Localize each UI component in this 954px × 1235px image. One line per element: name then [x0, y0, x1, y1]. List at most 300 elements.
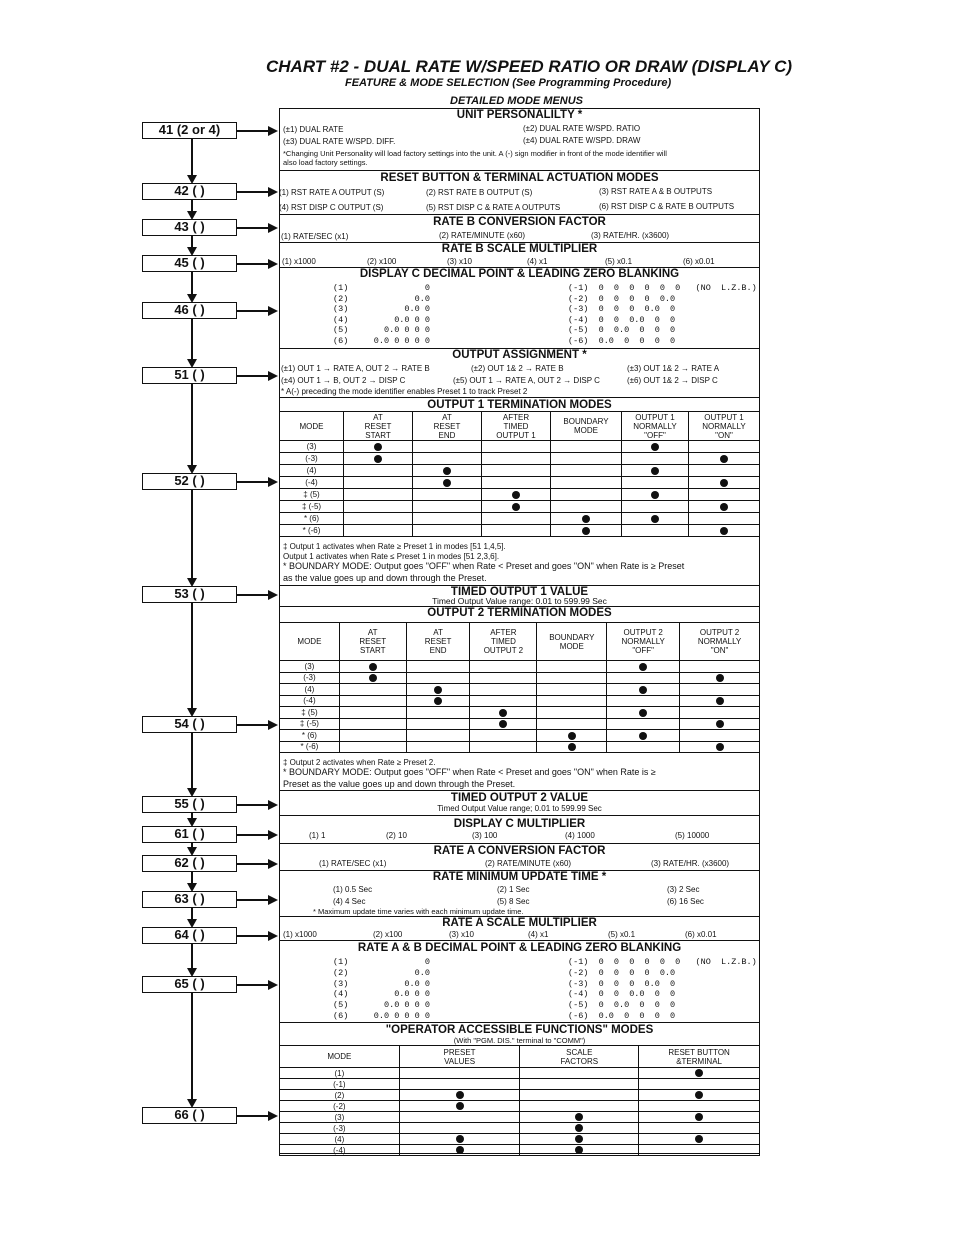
option-text: (±2) DUAL RATE W/SPD. RATIO [523, 124, 641, 133]
mode-cell [680, 684, 760, 696]
mode-cell: (-2) [280, 1101, 400, 1112]
option-text: (6) x0.01 [685, 930, 717, 939]
option-text: (5) x0.1 [608, 930, 636, 939]
arrow-head-icon [268, 477, 278, 487]
rate-ab-decimal-section [279, 940, 760, 1022]
output1-termination-section [279, 397, 760, 585]
reset-modes-section [279, 170, 760, 214]
mode-cell [639, 1145, 760, 1156]
column-header: AT RESET END [406, 623, 470, 661]
column-header: PRESET VALUES [399, 1046, 520, 1068]
mode-cell [399, 1112, 520, 1123]
mode-cell [622, 525, 689, 537]
column-header: OUTPUT 1 NORMALLY "OFF" [622, 412, 689, 441]
table-row [280, 1112, 760, 1123]
mode-cell [482, 441, 551, 453]
mode-cell [520, 1068, 639, 1079]
mode-cell [339, 695, 406, 707]
detailed-mode-menus-label: DETAILED MODE MENUS [450, 95, 584, 107]
table-row [280, 453, 760, 465]
mode-cell [482, 453, 551, 465]
arrow-head-icon [268, 830, 278, 840]
mode-cell: * (6) [280, 730, 340, 742]
bullet-dot-icon [651, 515, 659, 523]
mode-cell [406, 672, 470, 684]
option-text: (±1) DUAL RATE [283, 125, 344, 134]
bullet-dot-icon [369, 674, 377, 682]
bullet-dot-icon [499, 720, 507, 728]
step-box: 45 ( ) [142, 255, 237, 272]
option-text: (3) 100 [472, 831, 498, 840]
mode-cell [399, 1134, 520, 1145]
column-header: AT RESET START [344, 412, 413, 441]
mode-cell [470, 741, 537, 753]
bullet-dot-icon [639, 732, 647, 740]
mode-cell [339, 707, 406, 719]
option-text: (3) x10 [449, 930, 474, 939]
step-box: 62 ( ) [142, 855, 237, 872]
mode-cell: ‡ (-5) [280, 501, 344, 513]
mode-cell [689, 525, 760, 537]
option-text: (2) RATE/MINUTE (x60) [439, 231, 526, 240]
table-row [280, 730, 760, 742]
section-header: DISPLAY C MULTIPLIER [453, 818, 586, 830]
step-box: 55 ( ) [142, 796, 237, 813]
table-row [280, 741, 760, 753]
mode-cell [622, 477, 689, 489]
mode-cell: * (-6) [280, 525, 344, 537]
section-header: RATE MINIMUM UPDATE TIME * [432, 871, 607, 883]
mode-cell [607, 741, 680, 753]
column-header: AFTER TIMED OUTPUT 2 [470, 623, 537, 661]
mode-cell: (3) [280, 661, 340, 673]
table-row [280, 513, 760, 525]
mode-cell [344, 489, 413, 501]
bullet-dot-icon [695, 1135, 703, 1143]
column-header: AT RESET START [339, 623, 406, 661]
section-header: OUTPUT ASSIGNMENT * [452, 349, 587, 361]
step-box: 43 ( ) [142, 219, 237, 236]
mode-cell [406, 661, 470, 673]
option-text: (2) x100 [373, 930, 403, 939]
arrow-line [237, 263, 271, 265]
option-text: (5) 8 Sec [497, 897, 530, 906]
mode-cell [344, 453, 413, 465]
mode-cell [551, 453, 622, 465]
arrow-line [237, 935, 271, 937]
mode-cell [689, 513, 760, 525]
mode-cell [399, 1090, 520, 1101]
rate-b-conversion-section [279, 214, 760, 242]
mode-cell [639, 1101, 760, 1112]
table-row [280, 441, 760, 453]
mode-cell [622, 513, 689, 525]
connector-line [191, 603, 193, 710]
mode-cell [399, 1101, 520, 1112]
page-title: CHART #2 - DUAL RATE W/SPEED RATIO OR DRAW (DISPLAY C) [266, 57, 793, 76]
mode-cell [639, 1134, 760, 1145]
output2-termination-table [279, 622, 760, 753]
mode-cell [622, 441, 689, 453]
column-header: BOUNDARY MODE [551, 412, 622, 441]
bullet-dot-icon [716, 720, 724, 728]
mode-cell [689, 489, 760, 501]
mode-cell [399, 1145, 520, 1156]
option-text: (6) RST DISP C & RATE B OUTPUTS [599, 202, 735, 211]
option-text: (2) 1 Sec [497, 885, 530, 894]
mode-cell [406, 707, 470, 719]
section-header: OUTPUT 1 TERMINATION MODES [427, 399, 612, 411]
option-text: (1) x1000 [283, 930, 317, 939]
section-header: RESET BUTTON & TERMINAL ACTUATION MODES [380, 172, 659, 184]
connector-line [191, 272, 193, 296]
mode-cell [639, 1090, 760, 1101]
mode-cell [399, 1079, 520, 1090]
table-row [280, 672, 760, 684]
mode-cell [537, 741, 607, 753]
mode-cell [344, 441, 413, 453]
mode-cell [520, 1123, 639, 1134]
bullet-dot-icon [568, 743, 576, 751]
mode-cell [680, 730, 760, 742]
arrow-head-icon [268, 126, 278, 136]
step-box: 42 ( ) [142, 183, 237, 200]
mode-cell [482, 513, 551, 525]
mode-cell [537, 672, 607, 684]
table-row [280, 525, 760, 537]
mode-cell [413, 441, 482, 453]
mode-cell [339, 741, 406, 753]
bullet-dot-icon [720, 503, 728, 511]
mode-cell [413, 501, 482, 513]
mode-cell [680, 707, 760, 719]
column-header: OUTPUT 1 NORMALLY "ON" [689, 412, 760, 441]
option-text: (1) 1 [309, 831, 326, 840]
bullet-dot-icon [716, 674, 724, 682]
bullet-dot-icon [575, 1124, 583, 1132]
operator-functions-table [279, 1045, 760, 1156]
mode-cell [537, 695, 607, 707]
mode-cell [551, 525, 622, 537]
step-box: 65 ( ) [142, 976, 237, 993]
mode-cell [551, 477, 622, 489]
bullet-dot-icon [434, 697, 442, 705]
mode-cell [470, 695, 537, 707]
mode-cell [639, 1068, 760, 1079]
arrow-line [237, 863, 271, 865]
mode-cell [406, 718, 470, 730]
connector-line [191, 733, 193, 790]
option-text: (3) 2 Sec [667, 885, 700, 894]
mode-cell [680, 741, 760, 753]
option-text: (4) RST DISP C OUTPUT (S) [279, 203, 384, 212]
option-text: (1) RST RATE A OUTPUT (S) [279, 188, 385, 197]
table-row [280, 1145, 760, 1156]
column-header: AT RESET END [413, 412, 482, 441]
table-row [280, 695, 760, 707]
column-header: MODE [280, 623, 340, 661]
option-text: (2) x100 [367, 257, 397, 266]
section-header: RATE A SCALE MULTIPLIER [442, 917, 597, 929]
bullet-dot-icon [499, 709, 507, 717]
mode-cell [639, 1079, 760, 1090]
mode-cell: (4) [280, 1134, 400, 1145]
display-c-multiplier-section [279, 815, 760, 843]
mode-cell [344, 513, 413, 525]
mode-cell: * (-6) [280, 741, 340, 753]
column-header: MODE [280, 1046, 400, 1068]
decimal-options-left: (1) 0 (2) 0.0 (3) 0.0 0 (4) 0.0 0 0 (5) 0.0 0 0 0 (6) 0.0 0 0 0 0 [333, 957, 430, 1021]
arrow-head-icon [268, 187, 278, 197]
mode-cell: (1) [280, 1068, 400, 1079]
mode-cell [607, 661, 680, 673]
table-row [280, 707, 760, 719]
step-box: 46 ( ) [142, 302, 237, 319]
mode-cell: * (6) [280, 513, 344, 525]
option-text: (5) 10000 [675, 831, 710, 840]
mode-cell: (-4) [280, 695, 340, 707]
mode-cell [413, 489, 482, 501]
section-header: TIMED OUTPUT 1 VALUE [450, 586, 589, 598]
mode-cell [406, 741, 470, 753]
mode-cell [622, 501, 689, 513]
section-header: TIMED OUTPUT 2 VALUE [450, 792, 589, 804]
mode-cell: (-3) [280, 672, 340, 684]
mode-cell [607, 718, 680, 730]
mode-cell [551, 501, 622, 513]
option-text: (±3) OUT 1& 2 → RATE A [627, 364, 720, 373]
step-box: 53 ( ) [142, 586, 237, 603]
unit-personality-section [279, 108, 760, 170]
mode-cell [551, 441, 622, 453]
mode-cell: (4) [280, 465, 344, 477]
option-text: (3) x10 [447, 257, 472, 266]
mode-cell [399, 1123, 520, 1134]
mode-cell [622, 489, 689, 501]
bullet-dot-icon [716, 743, 724, 751]
bullet-dot-icon [456, 1146, 464, 1154]
output2-termination-section [279, 606, 760, 790]
output1-termination-table [279, 411, 760, 537]
mode-cell [339, 672, 406, 684]
table-row [280, 1101, 760, 1112]
mode-cell [537, 730, 607, 742]
bullet-dot-icon [575, 1113, 583, 1121]
bullet-dot-icon [720, 455, 728, 463]
mode-cell [689, 477, 760, 489]
bullet-dot-icon [575, 1135, 583, 1143]
step-box: 66 ( ) [142, 1107, 237, 1124]
mode-cell [520, 1079, 639, 1090]
mode-cell [537, 661, 607, 673]
table-row [280, 684, 760, 696]
timed-output1-section [279, 585, 760, 606]
mode-cell [622, 453, 689, 465]
mode-cell [680, 695, 760, 707]
arrow-head-icon [268, 931, 278, 941]
decimal-options-left: (1) 0 (2) 0.0 (3) 0.0 0 (4) 0.0 0 0 (5) 0.0 0 0 0 (6) 0.0 0 0 0 0 [333, 283, 430, 346]
arrow-line [237, 1115, 271, 1117]
mode-cell [339, 661, 406, 673]
mode-cell [470, 730, 537, 742]
option-text: (±4) DUAL RATE W/SPD. DRAW [523, 136, 641, 145]
arrow-line [237, 481, 271, 483]
table-row [280, 661, 760, 673]
option-text: (6) 16 Sec [667, 897, 704, 906]
option-text: (5) x0.1 [605, 257, 633, 266]
mode-cell [689, 453, 760, 465]
section-header: RATE B SCALE MULTIPLIER [441, 243, 598, 255]
mode-cell: (-4) [280, 477, 344, 489]
option-text: (3) RATE/HR. (x3600) [591, 231, 670, 240]
arrow-line [237, 834, 271, 836]
option-text: (±1) OUT 1 → RATE A, OUT 2 → RATE B [281, 364, 430, 373]
mode-cell [520, 1101, 639, 1112]
mode-cell [344, 501, 413, 513]
bullet-dot-icon [374, 455, 382, 463]
mode-cell [680, 672, 760, 684]
arrow-line [237, 594, 271, 596]
section-header: RATE A & B DECIMAL POINT & LEADING ZERO BLANKING [357, 942, 682, 954]
range-text: Timed Output Value range; 0.01 to 599.99 Sec [437, 804, 602, 813]
bullet-dot-icon [639, 663, 647, 671]
mode-cell [413, 513, 482, 525]
display-c-decimal-section [279, 267, 760, 348]
option-text: (5) RST DISP C & RATE A OUTPUTS [426, 203, 561, 212]
mode-cell: (-3) [280, 1123, 400, 1134]
column-header: OUTPUT 2 NORMALLY "OFF" [607, 623, 680, 661]
arrow-line [237, 724, 271, 726]
mode-cell: ‡ (5) [280, 707, 340, 719]
mode-cell [482, 489, 551, 501]
option-text: (3) RATE/HR. (x3600) [651, 859, 730, 868]
mode-cell [339, 684, 406, 696]
mode-cell [622, 465, 689, 477]
step-box: 51 ( ) [142, 367, 237, 384]
mode-cell [551, 513, 622, 525]
bullet-dot-icon [512, 491, 520, 499]
arrow-line [237, 804, 271, 806]
bullet-dot-icon [720, 479, 728, 487]
table-row [280, 489, 760, 501]
arrow-head-icon [268, 223, 278, 233]
mode-cell [680, 718, 760, 730]
option-text: (4) x1 [527, 257, 548, 266]
mode-cell [406, 695, 470, 707]
footnote: * BOUNDARY MODE: Output goes "OFF" when Rate < Preset and goes "ON" when Rate is ≥ Preset [283, 561, 685, 571]
mode-cell [406, 684, 470, 696]
section-header: DISPLAY C DECIMAL POINT & LEADING ZERO BLANKING [359, 268, 680, 280]
arrow-head-icon [268, 259, 278, 269]
mode-cell [399, 1068, 520, 1079]
connector-line [191, 993, 193, 1101]
step-box: 63 ( ) [142, 891, 237, 908]
connector-line [191, 319, 193, 361]
output-assignment-section [279, 348, 760, 397]
mode-cell [520, 1112, 639, 1123]
mode-cell [482, 501, 551, 513]
mode-cell [470, 661, 537, 673]
mode-cell: (-4) [280, 1145, 400, 1156]
bullet-dot-icon [443, 479, 451, 487]
bullet-dot-icon [695, 1113, 703, 1121]
mode-cell [470, 672, 537, 684]
table-row [280, 1079, 760, 1090]
option-text: (2) RATE/MINUTE (x60) [485, 859, 572, 868]
option-text: (1) 0.5 Sec [333, 885, 373, 894]
note-text: * Maximum update time varies with each minimum update time. [313, 907, 524, 916]
rate-b-scale-section [279, 242, 760, 267]
mode-cell: ‡ (-5) [280, 718, 340, 730]
footnote: * BOUNDARY MODE: Output goes "OFF" when Rate < Preset and goes "ON" when Rate is ≥ [283, 767, 656, 777]
table-row [280, 1090, 760, 1101]
mode-cell [537, 707, 607, 719]
footnote: ‡ Output 2 activates when Rate ≥ Preset 2. [283, 758, 436, 767]
bullet-dot-icon [639, 709, 647, 717]
arrow-line [237, 191, 271, 193]
mode-cell [607, 730, 680, 742]
column-header: BOUNDARY MODE [537, 623, 607, 661]
option-text: (±4) OUT 1 → B, OUT 2 → DISP C [281, 376, 406, 385]
arrow-head-icon [268, 720, 278, 730]
table-row [280, 1068, 760, 1079]
mode-cell [413, 525, 482, 537]
connector-line [191, 944, 193, 970]
mode-cell [470, 707, 537, 719]
option-text: (2) RST RATE B OUTPUT (S) [426, 188, 533, 197]
mode-cell: ‡ (5) [280, 489, 344, 501]
bullet-dot-icon [695, 1091, 703, 1099]
mode-cell [607, 684, 680, 696]
section-header: OUTPUT 2 TERMINATION MODES [427, 607, 612, 619]
bullet-dot-icon [720, 527, 728, 535]
mode-cell [482, 525, 551, 537]
mode-cell: (-3) [280, 453, 344, 465]
bullet-dot-icon [568, 732, 576, 740]
column-header: SCALE FACTORS [520, 1046, 639, 1068]
note-text: * A(-) preceding the mode identifier enables Preset 1 to track Preset 2 [281, 387, 528, 396]
column-header: AFTER TIMED OUTPUT 1 [482, 412, 551, 441]
footnote: Preset as the value goes up and down through the Preset. [283, 779, 516, 789]
mode-cell [537, 718, 607, 730]
arrow-head-icon [268, 306, 278, 316]
bullet-dot-icon [695, 1069, 703, 1077]
arrow-head-icon [268, 859, 278, 869]
mode-cell [537, 684, 607, 696]
arrow-head-icon [268, 980, 278, 990]
mode-cell: (3) [280, 441, 344, 453]
option-text: (4) x1 [528, 930, 549, 939]
mode-cell [689, 441, 760, 453]
table-row [280, 1134, 760, 1145]
option-text: (1) x1000 [282, 257, 316, 266]
option-text: (±6) OUT 1& 2 → DISP C [627, 376, 718, 385]
mode-cell: (3) [280, 1112, 400, 1123]
mode-cell [639, 1112, 760, 1123]
decimal-options-right: (-1) 0 0 0 0 0 0 (NO L.Z.B.) (-2) 0 0 0 0 0.0 (-3) 0 0 0 0.0 0 (-4) 0 0 0.0 0 0 (-5) 0 0.0 0 0 0 (-6) 0.0 0 0 0 0 [568, 283, 757, 346]
note-text: *Changing Unit Personality will load factory settings into the unit. A (-) sign modifier in front of the mode identifier will [283, 149, 667, 158]
option-text: (±3) DUAL RATE W/SPD. DIFF. [283, 137, 396, 146]
mode-cell [344, 525, 413, 537]
section-header: RATE B CONVERSION FACTOR [433, 216, 606, 228]
operator-functions-section [279, 1022, 760, 1154]
bullet-dot-icon [716, 697, 724, 705]
table-row [280, 1123, 760, 1134]
bullet-dot-icon [582, 515, 590, 523]
step-box: 41 (2 or 4) [142, 122, 237, 139]
bullet-dot-icon [456, 1091, 464, 1099]
mode-cell [344, 477, 413, 489]
